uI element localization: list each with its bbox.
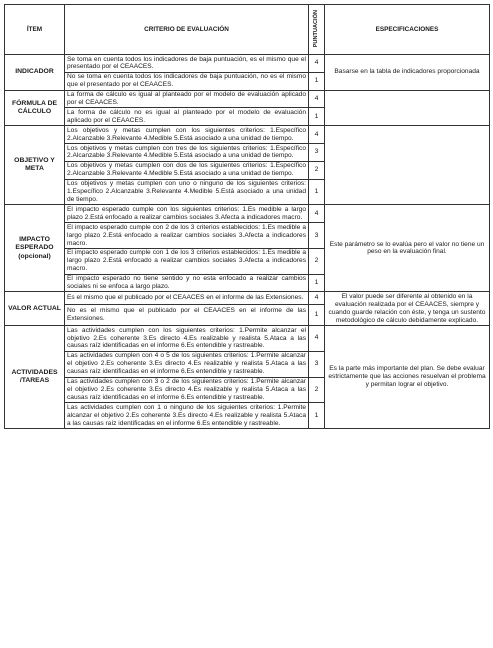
score-value: 1 — [309, 72, 325, 90]
table-row — [5, 126, 490, 144]
table-row — [5, 292, 490, 304]
table-row — [5, 55, 490, 73]
criterion-text: No se toma en cuenta todos los indicadores de baja puntuación, no es el mismo que el presentado por el CEAACES. — [65, 72, 309, 90]
header-especificaciones: ESPECIFICACIONES — [325, 5, 490, 55]
item-label: FÓRMULA DE CÁLCULO — [5, 90, 65, 126]
score-value: 2 — [309, 161, 325, 179]
criterion-text: Los objetivos y metas cumplen con dos de los siguientes criterios: 1.Específico 2.Alcanzable 3.Relevante 4.Medible 5.Está asociado a una unidad de tiempo. — [65, 161, 309, 179]
score-value: 3 — [309, 223, 325, 249]
item-label: ACTIVIDADES /TAREAS — [5, 326, 65, 429]
score-value: 4 — [309, 90, 325, 108]
criterion-text: La forma de cálculo no es igual al planteado por el modelo de evaluación aplicado por el CEAACES. — [65, 108, 309, 126]
header-criterio: CRITERIO DE EVALUACIÓN — [65, 5, 309, 55]
score-value: 1 — [309, 304, 325, 325]
criterion-text: Los objetivos y metas cumplen con uno o ninguno de los siguientes criterios: 1.Específico 2.Alcanzable 3.Relevante 4.Medible 5.Está asociado a una unidad de tiempo. — [65, 179, 309, 205]
item-label: VALOR ACTUAL — [5, 292, 65, 326]
criterion-text: El impacto esperado cumple con 1 de los 3 criterios establecidos: 1.Es medible a largo plazo 2.Está enfocado a realizar cambios sociales 3.Afecta a indicadores macro. — [65, 248, 309, 274]
criterion-text: Las actividades cumplen con 4 o 5 de los siguientes criterios: 1.Permite alcanzar el objetivo 2.Es coherente 3.Es directo 4.Es realizable y realista 5.Ataca a las causas raíz identificadas en el informe 6.Es entendible y rastreable. — [65, 351, 309, 377]
specification-text — [325, 90, 490, 126]
criterion-text: Las actividades cumplen con los siguientes criterios: 1.Permite alcanzar el objetivo 2.Es coherente 3.Es directo 4.Es realizable y realista 5.Ataca a las causas raíz identificadas en el informe 6.Es entendible y rastreable. — [65, 326, 309, 352]
criterion-text: El impacto esperado no tiene sentido y no esta enfocado a realizar cambios sociales ni se enfoca a largo plazo. — [65, 274, 309, 292]
specification-text — [325, 126, 490, 205]
criterion-text: El impacto esperado cumple con 2 de los 3 criterios establecidos: 1.Es medible a largo plazo 2.Está enfocado a realizar cambios sociales 3.Afecta a indicadores macro. — [65, 223, 309, 249]
criterion-text: Es el mismo que el publicado por el CEAACES en el informe de las Extensiones. — [65, 292, 309, 304]
specification-text: Este parámetro se lo evalúa pero el valor no tiene un peso en la evaluación final. — [325, 205, 490, 292]
criterion-text: Se toma en cuenta todos los indicadores de baja puntuación, es el mismo que el presentado por el CEAACES. — [65, 55, 309, 73]
evaluation-table — [4, 4, 490, 429]
specification-text: Basarse en la tabla de indicadores proporcionada — [325, 55, 490, 91]
header-item: ÍTEM — [5, 5, 65, 55]
specification-text: Es la parte más importante del plan. Se debe evaluar estrictamente que las acciones resuelvan el problema y permitan lograr el objetivo. — [325, 326, 490, 429]
score-value: 4 — [309, 55, 325, 73]
item-label: INDICADOR — [5, 55, 65, 91]
score-value: 1 — [309, 274, 325, 292]
criterion-text: El impacto esperado cumple con los siguientes criterios: 1.Es medible a largo plazo 2.Está enfocado a realizar cambios sociales 3.Afecta a indicadores macro. — [65, 205, 309, 223]
criterion-text: Los objetivos y metas cumplen con los siguientes criterios: 1.Específico 2.Alcanzable 3.Relevante 4.Medible 5.Está asociado a una unidad de tiempo. — [65, 126, 309, 144]
item-label: OBJETIVO Y META — [5, 126, 65, 205]
score-value: 4 — [309, 292, 325, 304]
table-row — [5, 205, 490, 223]
score-value: 2 — [309, 377, 325, 403]
table-row — [5, 326, 490, 352]
criterion-text: No es el mismo que el publicado por el CEAACES en el informe de las Extensiones. — [65, 304, 309, 325]
score-value: 1 — [309, 403, 325, 429]
header-puntuacion-label: PUNTUACIÓN — [313, 9, 320, 47]
score-value: 2 — [309, 248, 325, 274]
score-value: 4 — [309, 326, 325, 352]
header-row — [5, 5, 490, 55]
criterion-text: Los objetivos y metas cumplen con tres de los siguientes criterios: 1.Específico 2.Alcanzable 3.Relevante 4.Medible 5.Está asociado a una unidad de tiempo. — [65, 144, 309, 162]
score-value: 3 — [309, 351, 325, 377]
score-value: 4 — [309, 126, 325, 144]
item-label: IMPACTO ESPERADO (opcional) — [5, 205, 65, 292]
criterion-text: La forma de cálculo es igual al planteado por el modelo de evaluación aplicado por el CEAACES. — [65, 90, 309, 108]
score-value: 4 — [309, 205, 325, 223]
table-row — [5, 90, 490, 108]
criterion-text: Las actividades cumplen con 3 o 2 de los siguientes criterios: 1.Permite alcanzar el objetivo 2.Es coherente 3.Es directo 4.Es realizable y realista 5.Ataca a las causas raíz identificadas en el informe 6.Es entendible y rastreable. — [65, 377, 309, 403]
score-value: 3 — [309, 144, 325, 162]
header-puntuacion — [309, 5, 325, 55]
criterion-text: Las actividades cumplen con 1 o ninguno de los siguientes criterios: 1.Permite alcanzar el objetivo 2.Es coherente 3.Es directo 4.Es realizable y realista 5.Ataca a las causas raíz identificadas en el informe 6.Es entendible y rastreable. — [65, 403, 309, 429]
score-value: 1 — [309, 108, 325, 126]
table-body — [5, 55, 490, 429]
score-value: 1 — [309, 179, 325, 205]
specification-text: El valor puede ser diferente al obtenido en la evaluación realizada por el CEAACES, siempre y cuando guarde relación con éste, y tenga un sustento metodológico de cálculo debidamente explicado. — [325, 292, 490, 326]
